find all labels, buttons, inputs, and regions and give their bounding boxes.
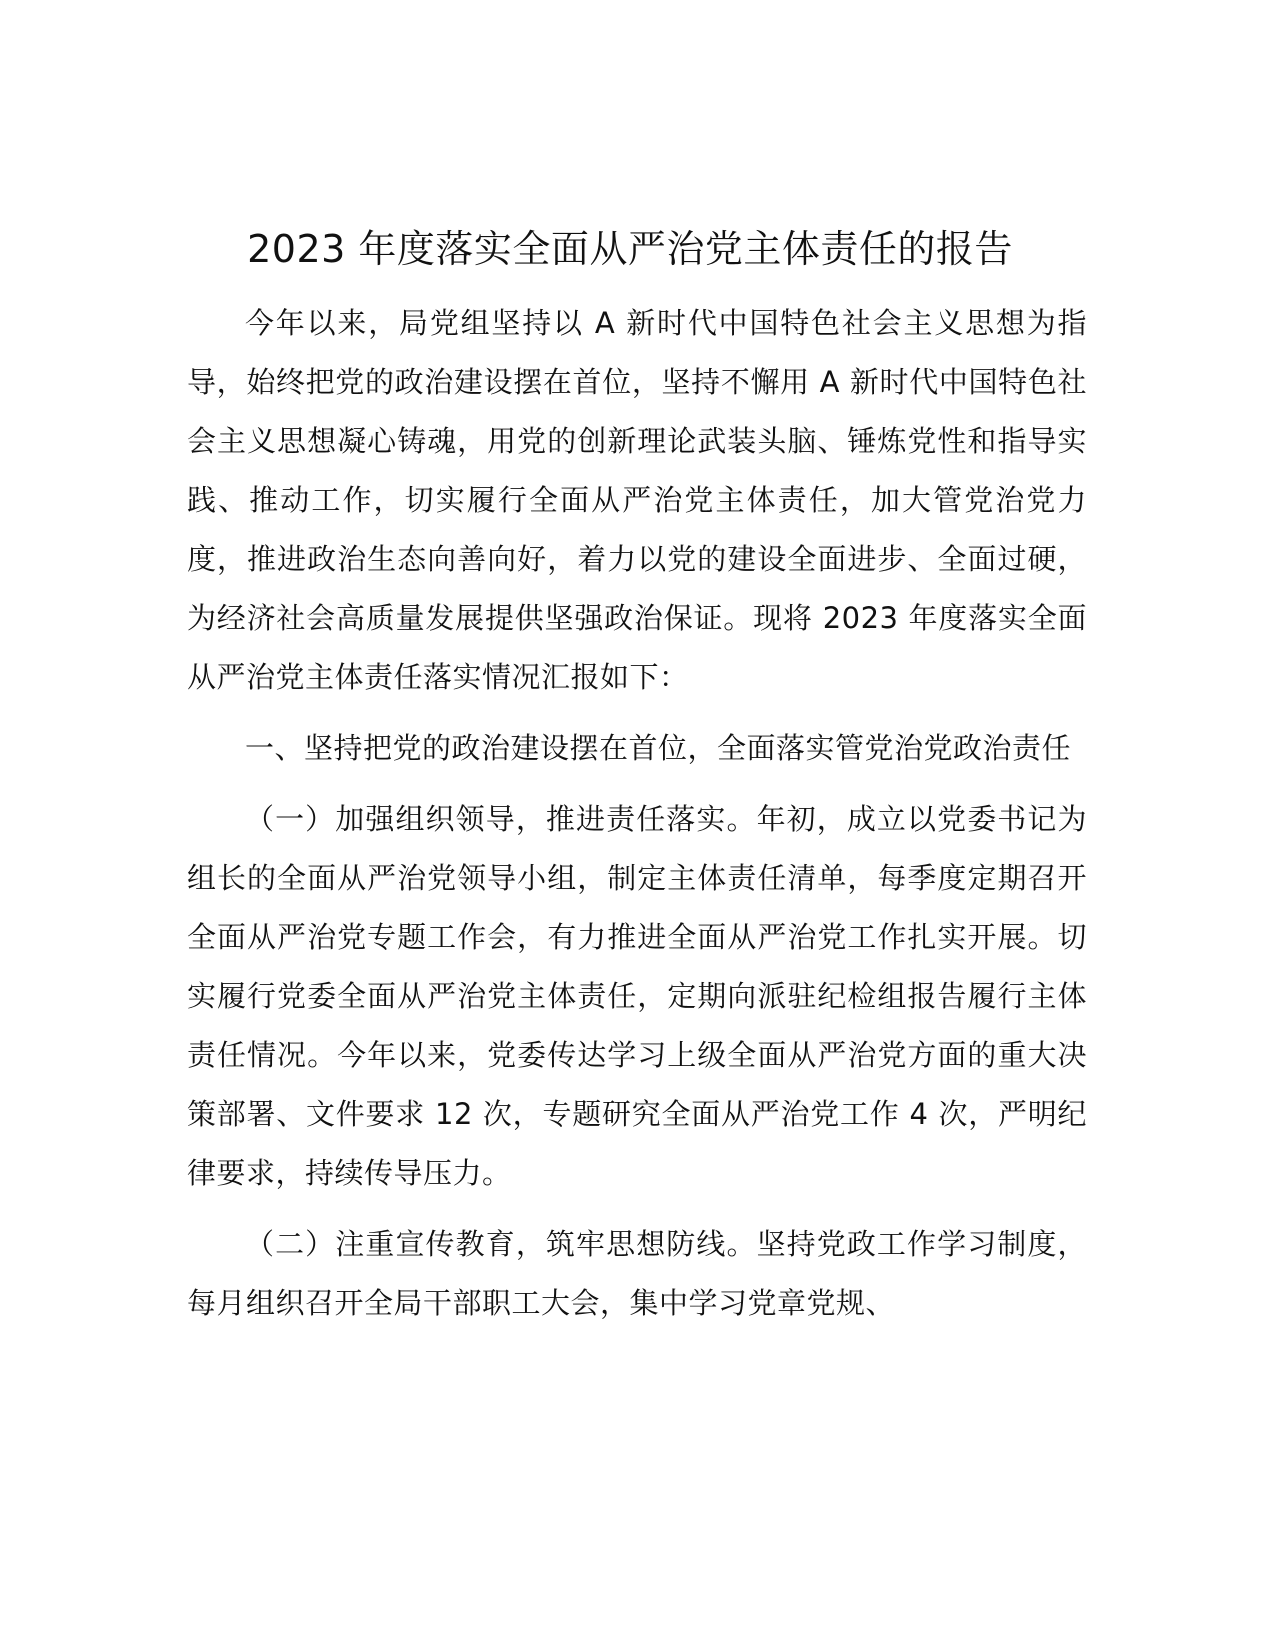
- subsection-paragraph-1: （一）加强组织领导，推进责任落实。年初，成立以党委书记为组长的全面从严治党领导小组，制定主体责任清单，每季度定期召开全面从严治党专题工作会，有力推进全面从严治党工作扎实开展。切实履行党委全面从严治党主体责任，定期向派驻纪检组报告履行主体责任情况。今年以来，党委传达学习上级全面从严治党方面的重大决策部署、文件要求 12 次，专题研究全面从严治党工作 4 次，严明纪律要求，持续传导压力。: [187, 802, 1087, 1190]
- intro-paragraph: 今年以来，局党组坚持以 A 新时代中国特色社会主义思想为指导，始终把党的政治建设摆在首位，坚持不懈用 A 新时代中国特色社会主义思想凝心铸魂，用党的创新理论武装头脑、锤炼党性和指导实践、推动工作，切实履行全面从严治党主体责任，加大管党治党力度，推进政治生态向善向好，着力以党的建设全面进步、全面过硬，为经济社会高质量发展提供坚强政治保证。现将 2023 年度落实全面从严治党主体责任落实情况汇报如下：: [187, 306, 1087, 694]
- document-body: [187, 294, 1087, 1333]
- subsection-paragraph-2: （二）注重宣传教育，筑牢思想防线。坚持党政工作学习制度，每月组织召开全局干部职工大会，集中学习党章党规、: [187, 1227, 1087, 1320]
- document-title: 2023 年度落实全面从严治党主体责任的报告: [247, 227, 1013, 271]
- section-heading-1: 一、坚持把党的政治建设摆在首位，全面落实管党治党政治责任: [245, 731, 1072, 765]
